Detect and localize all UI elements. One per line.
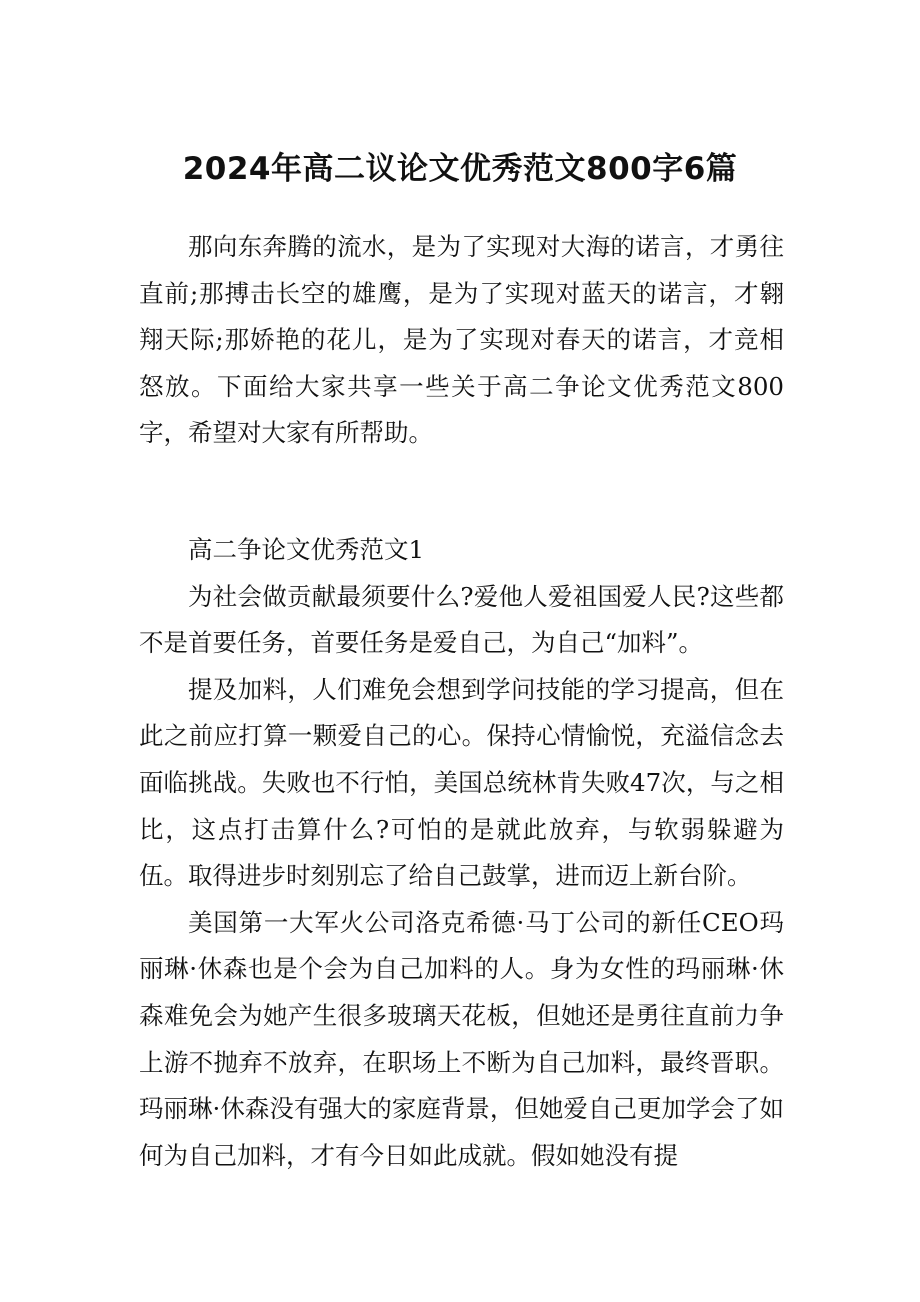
section-spacer (139, 457, 784, 527)
document-body (139, 224, 784, 1179)
document-title: 2024年高二议论文优秀范文800字6篇 (182, 151, 738, 187)
intro-paragraph: 那向东奔腾的流水，是为了实现对大海的诺言，才勇往直前;那搏击长空的雄鹰，是为了实现对蓝天的诺言，才翱翔天际;那娇艳的花儿，是为了实现对春天的诺言，才竞相怒放。下面给大家共享一些关于高二争论文优秀范文800字，希望对大家有所帮助。 (139, 232, 784, 448)
body-paragraph-3: 美国第一大军火公司洛克希德·马丁公司的新任CEO玛丽琳·休森也是个会为自己加料的人。身为女性的玛丽琳·休森难免会为她产生很多玻璃天花板，但她还是勇往直前力争上游不抛弃不放弃，在职场上不断为自己加料，最终晋职。玛丽琳·休森没有强大的家庭背景，但她爱自己更加学会了如何为自己加料，才有今日如此成就。假如她没有提 (139, 907, 784, 1170)
section-heading: 高二争论文优秀范文1 (188, 534, 425, 564)
body-paragraph-2: 提及加料，人们难免会想到学问技能的学习提高，但在此之前应打算一颗爱自己的心。保持心情愉悦，充溢信念去面临挑战。失败也不行怕，美国总统林肯失败47次，与之相比，这点打击算什么?可怕的是就此放弃，与软弱躲避为伍。取得进步时刻别忘了给自己鼓掌，进而迈上新台阶。 (139, 674, 784, 891)
body-paragraph-1: 为社会做贡献最须要什么?爱他人爱祖国爱人民?这些都不是首要任务，首要任务是爱自己，为自己“加料”。 (139, 581, 784, 658)
